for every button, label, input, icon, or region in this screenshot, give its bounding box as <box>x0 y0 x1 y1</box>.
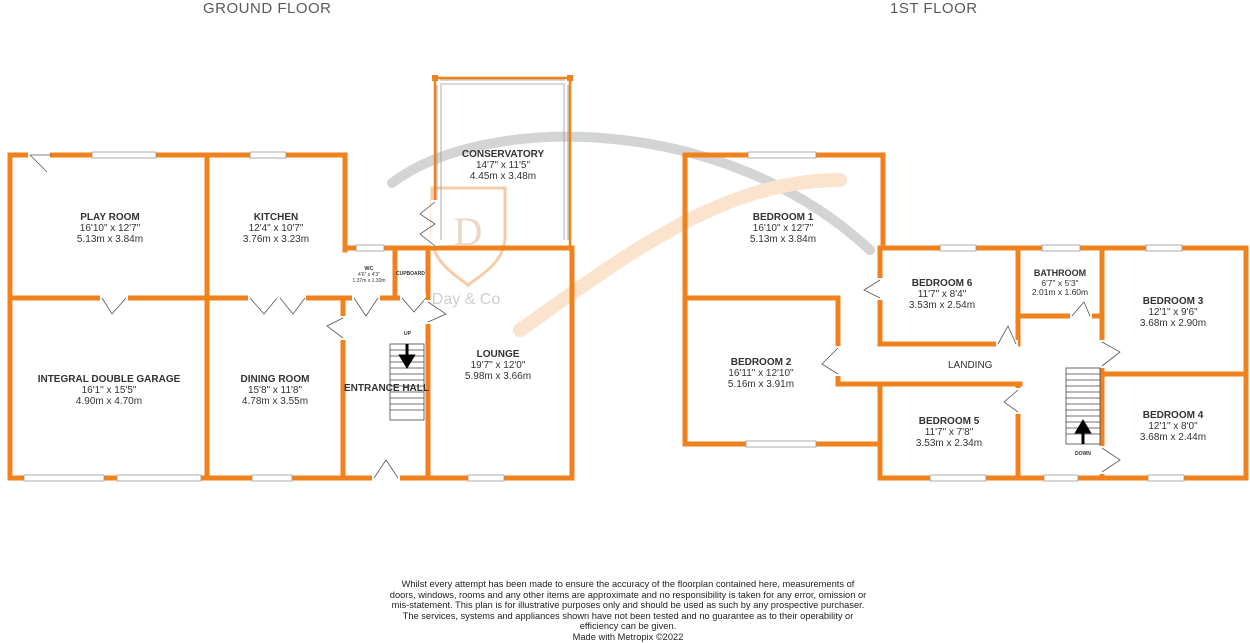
room-metric: 4.78m x 3.55m <box>241 396 309 407</box>
window-bathroom <box>1042 245 1080 251</box>
entrance-hall-label: ENTRANCE HALL <box>344 383 429 394</box>
room-name: PLAY ROOM <box>80 212 140 223</box>
window-bedroom-2 <box>746 441 816 447</box>
room-imperial: 12'1" x 8'0" <box>1148 421 1198 432</box>
room-metric: 4.90m x 4.70m <box>75 396 143 407</box>
room-imperial: 6'7" x 5'3" <box>1041 277 1079 288</box>
window-bedroom-5 <box>930 475 986 481</box>
room-imperial: 12'4" x 10'7" <box>248 223 304 234</box>
room-name: WC <box>364 266 374 272</box>
room-metric: 3.53m x 2.54m <box>908 300 976 311</box>
room-label-wc <box>352 266 385 284</box>
room-metric: 3.68m x 2.90m <box>1139 318 1207 329</box>
room-label-play-room <box>77 212 143 245</box>
window-bedroom-3 <box>1146 245 1182 251</box>
ground-floor-plan <box>10 78 572 478</box>
room-name: DINING ROOM <box>240 374 310 385</box>
room-label-bedroom-3 <box>1140 296 1206 329</box>
room-metric: 5.13m x 3.84m <box>76 234 144 245</box>
room-imperial: 19'7" x 12'0" <box>470 360 526 371</box>
room-label-conservatory <box>462 149 544 182</box>
room-imperial: 11'7" x 8'4" <box>917 289 967 300</box>
window-kitchen <box>250 152 286 158</box>
room-name: BEDROOM 1 <box>752 212 814 223</box>
window-lounge <box>468 475 504 481</box>
room-metric: 1.37m x 1.30m <box>352 278 386 284</box>
window-wc <box>356 245 384 251</box>
window-bedroom-4 <box>1148 475 1184 481</box>
room-imperial: 11'7" x 7'8" <box>924 427 974 438</box>
first-floor-title: 1ST FLOOR <box>890 0 978 17</box>
room-imperial: 16'10" x 12'7" <box>79 223 141 234</box>
landing-label: LANDING <box>948 360 993 371</box>
window-play-room <box>92 152 156 158</box>
window-bedroom-6 <box>940 245 976 251</box>
cupboard-label: CUPBOARD <box>396 271 425 277</box>
room-name: BATHROOM <box>1033 268 1087 278</box>
room-label-lounge <box>465 349 531 382</box>
room-imperial: 15'8" x 11'8" <box>247 385 303 396</box>
room-imperial: 4'6" x 4'3" <box>358 272 380 278</box>
room-label-bedroom-2 <box>728 357 794 390</box>
room-metric: 5.16m x 3.91m <box>727 379 795 390</box>
room-name: KITCHEN <box>253 212 299 223</box>
conservatory-corner <box>567 75 573 81</box>
room-name: BEDROOM 4 <box>1142 410 1204 421</box>
room-label-bedroom-6 <box>909 278 975 311</box>
room-name: CONSERVATORY <box>461 149 545 160</box>
room-imperial: 16'10" x 12'7" <box>752 223 814 234</box>
room-label-kitchen <box>243 212 309 245</box>
room-label-dining-room <box>241 374 310 407</box>
room-metric: 3.53m x 2.34m <box>915 438 983 449</box>
room-name: BEDROOM 3 <box>1142 296 1204 307</box>
window-dining <box>252 475 292 481</box>
room-metric: 3.76m x 3.23m <box>242 234 310 245</box>
room-imperial: 16'1" x 15'5" <box>81 385 137 396</box>
room-label-bedroom-4 <box>1140 410 1206 443</box>
room-metric: 5.13m x 3.84m <box>749 234 817 245</box>
room-label-bathroom <box>1032 269 1088 298</box>
room-metric: 4.45m x 3.48m <box>469 171 537 182</box>
room-name: LOUNGE <box>476 349 520 360</box>
room-label-bedroom-5 <box>916 416 982 449</box>
room-name: BEDROOM 2 <box>730 357 792 368</box>
watermark-brand: Day & Co <box>431 291 501 308</box>
room-label-garage <box>38 374 181 407</box>
garage-door-left <box>24 475 104 481</box>
room-imperial: 14'7" x 11'5" <box>475 160 531 171</box>
window-bedroom-1 <box>748 152 816 158</box>
room-imperial: 16'11" x 12'10" <box>728 368 794 379</box>
room-metric: 3.68m x 2.44m <box>1139 432 1207 443</box>
room-name: BEDROOM 6 <box>911 278 973 289</box>
disclaimer-credit: Made with Metropix ©2022 <box>572 631 684 642</box>
ground-floor-title: GROUND FLOOR <box>203 0 332 17</box>
room-label-bedroom-1 <box>750 212 816 245</box>
room-name: INTEGRAL DOUBLE GARAGE <box>37 374 181 385</box>
room-metric: 5.98m x 3.66m <box>464 371 532 382</box>
disclaimer-text: Whilst every attempt has been made to ensure the accuracy of the floorplan contained here, measurements of doors, windows, rooms and any other items are approximate and no responsibility is taken for any error, omission or mis-statement. This plan is for illustrative purposes only and should be used as such by any prospective purchaser. The services, systems and appliances shown have not been tested and no guarantee as to their operability or efficiency can be given. <box>389 579 867 632</box>
conservatory-corner <box>432 75 438 81</box>
room-imperial: 12'1" x 9'6" <box>1148 307 1198 318</box>
stairs-down-label: DOWN <box>1075 451 1091 457</box>
ground-doors <box>28 151 446 482</box>
garage-door-right <box>117 475 201 481</box>
stairs-up-label: UP <box>404 331 411 337</box>
window-landing <box>1044 475 1078 481</box>
room-metric: 2.01m x 1.60m <box>1031 287 1089 297</box>
disclaimer <box>388 579 868 643</box>
watermark-letter: D <box>453 209 483 254</box>
room-name: BEDROOM 5 <box>918 416 980 427</box>
